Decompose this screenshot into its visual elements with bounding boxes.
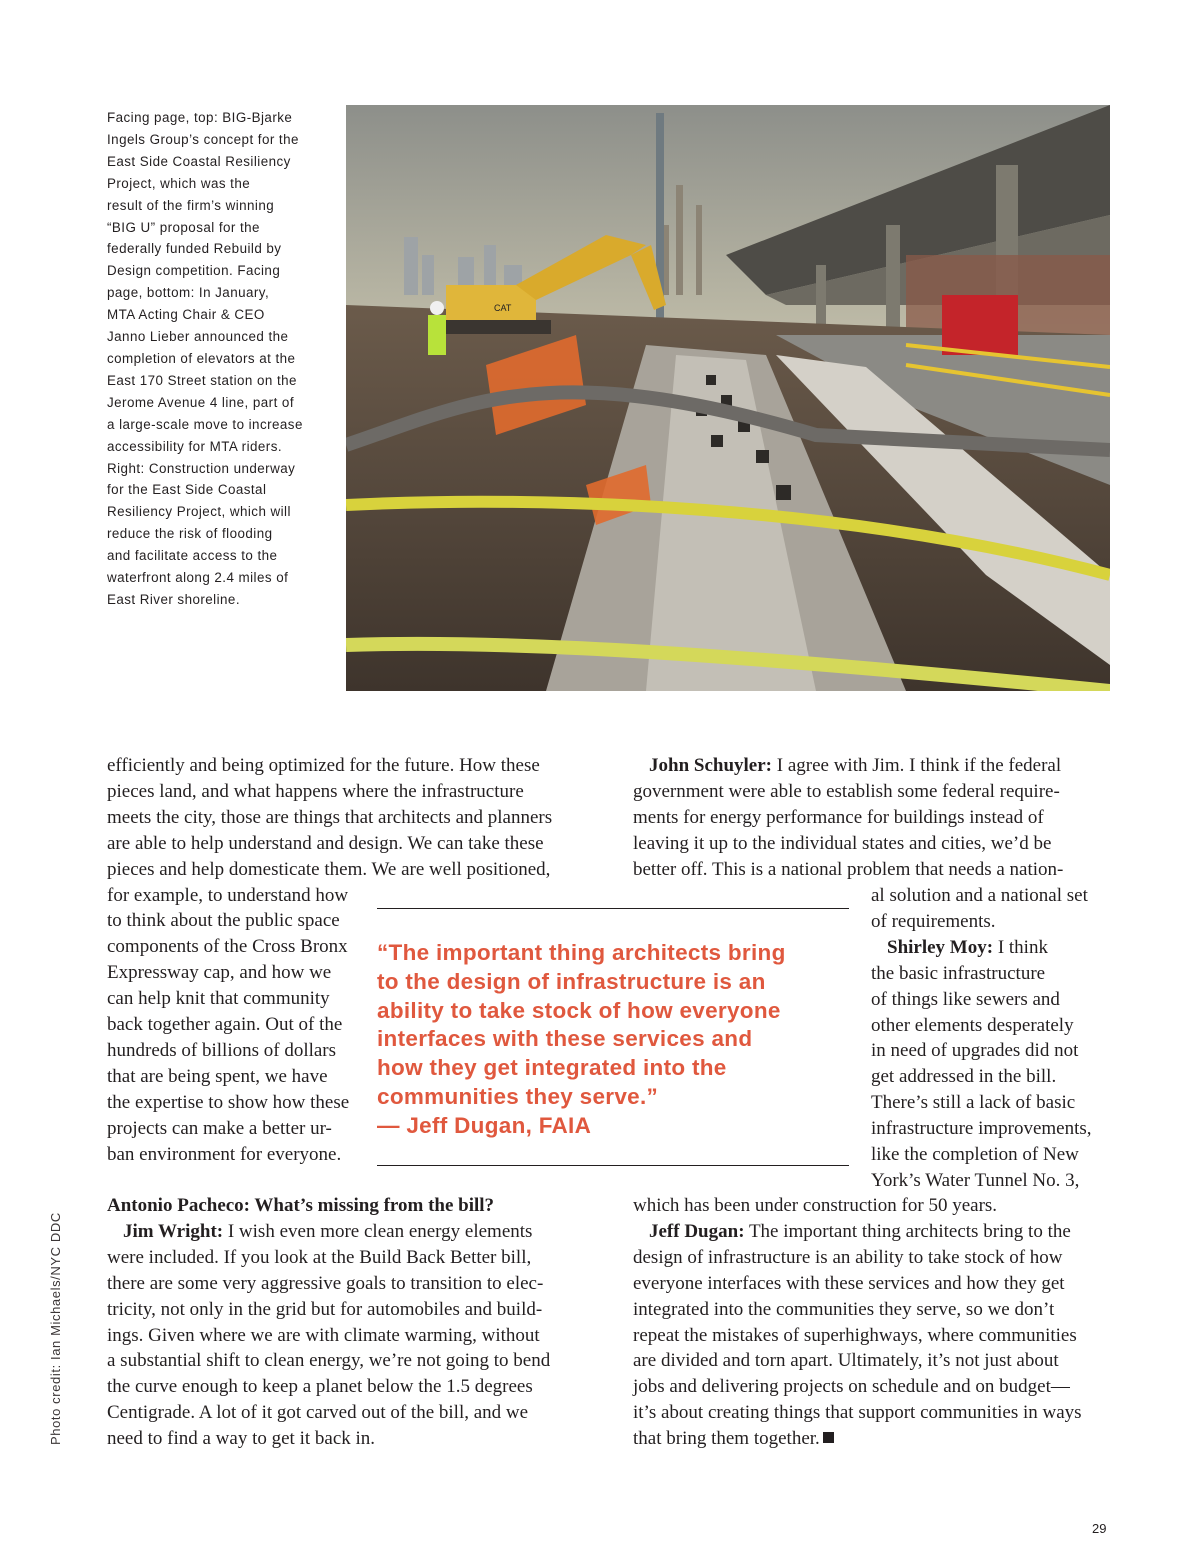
caption-line: Resiliency Project, which will <box>107 504 291 520</box>
body-line: back together again. Out of the <box>107 1014 343 1036</box>
caption-line: Jerome Avenue 4 line, part of <box>107 394 294 410</box>
caption-line: “BIG U” proposal for the <box>107 219 260 235</box>
body-line: everyone interfaces with these services and how they get <box>633 1272 1065 1294</box>
body-line: are divided and torn apart. Ultimately, it’s not just about <box>633 1350 1059 1372</box>
body-line: ments for energy performance for buildings instead of <box>633 806 1044 828</box>
construction-photo <box>346 105 1110 691</box>
caption-line: accessibility for MTA riders. <box>107 438 283 454</box>
caption-line: MTA Acting Chair & CEO <box>107 307 265 323</box>
body-line: the curve enough to keep a planet below the 1.5 degrees <box>107 1376 533 1398</box>
pull-quote <box>377 908 849 1166</box>
body-line: government were able to establish some federal require- <box>633 780 1060 802</box>
body-text: I agree with Jim. I think if the federal <box>772 755 1062 776</box>
caption-line: for the East Side Coastal <box>107 482 267 498</box>
right-column-bottom <box>633 1193 1082 1452</box>
body-line: leaving it up to the individual states and cities, we’d be <box>633 832 1052 854</box>
caption-line: Right: Construction underway <box>107 460 296 476</box>
page-number: 29 <box>1092 1521 1107 1536</box>
pull-quote-line: communities they serve.” <box>377 1083 659 1109</box>
question-line <box>107 1193 550 1219</box>
body-line: components of the Cross Bronx <box>107 936 348 958</box>
answer-first-line <box>633 1219 1082 1245</box>
caption-line: Facing page, top: BIG-Bjarke <box>107 110 293 125</box>
body-line: pieces land, and what happens where the infrastructure <box>107 780 524 802</box>
caption-line: Janno Lieber announced the <box>107 329 289 345</box>
caption-line: Ingels Group’s concept for the <box>107 131 299 147</box>
body-line: that are being spent, we have <box>107 1065 328 1087</box>
body-line: hundreds of billions of dollars <box>107 1039 337 1061</box>
caption-line: East River shoreline. <box>107 591 240 607</box>
photo-credit: Photo credit: Ian Michaels/NYC DDC <box>48 1212 63 1445</box>
body-line: get addressed in the bill. <box>871 1066 1057 1088</box>
caption-line: and facilitate access to the <box>107 548 278 564</box>
end-mark-icon <box>823 1432 834 1443</box>
answer-first-line <box>107 1219 550 1245</box>
body-line: Expressway cap, and how we <box>107 962 332 984</box>
photo-caption <box>107 107 329 611</box>
body-line: efficiently and being optimized for the future. How these <box>107 755 540 776</box>
body-line: better off. This is a national problem that needs a nation- <box>633 858 1064 880</box>
body-line: like the completion of New <box>871 1144 1079 1166</box>
speaker-name: Shirley Moy: <box>887 936 994 958</box>
worker <box>428 315 446 355</box>
body-line: al solution and a national set <box>871 885 1088 906</box>
pull-quote-line: “The important thing architects bring <box>377 940 786 965</box>
body-line: can help knit that community <box>107 988 330 1010</box>
caption-line: completion of elevators at the <box>107 350 296 366</box>
answer-first-line <box>633 753 1063 779</box>
caption-line: federally funded Rebuild by <box>107 241 282 257</box>
pull-quote-text <box>377 939 847 1141</box>
caption-line: reduce the risk of flooding <box>107 526 273 542</box>
pull-quote-line: to the design of infrastructure is an <box>377 968 766 994</box>
pull-quote-line: how they get integrated into the <box>377 1055 727 1081</box>
body-text: I think <box>993 936 1048 958</box>
body-line: meets the city, those are things that architects and planners <box>107 806 553 828</box>
caption-line: page, bottom: In January, <box>107 285 270 301</box>
body-line-end <box>633 1426 1082 1452</box>
body-line: were included. If you look at the Build Back Better bill, <box>107 1246 532 1268</box>
question-speaker: Antonio Pacheco: <box>107 1195 251 1216</box>
body-line: are able to help understand and design. We can take these <box>107 832 544 854</box>
body-line: infrastructure improvements, <box>871 1118 1092 1140</box>
caption-line: East Side Coastal Resiliency <box>107 153 291 169</box>
body-line: projects can make a better ur- <box>107 1117 332 1139</box>
body-line: which has been under construction for 50 years. <box>633 1195 998 1216</box>
body-line: need to find a way to get it back in. <box>107 1428 376 1450</box>
body-line: in need of upgrades did not <box>871 1040 1079 1062</box>
caption-line: result of the firm’s winning <box>107 197 275 213</box>
construction-scene-illustration <box>346 105 1110 691</box>
body-line: York’s Water Tunnel No. 3, <box>871 1169 1080 1191</box>
caption-line: waterfront along 2.4 miles of <box>107 570 289 586</box>
body-line: ings. Given where we are with climate warming, without <box>107 1324 540 1346</box>
pull-quote-line: ability to take stock of how everyone <box>377 997 781 1023</box>
pull-quote-line: interfaces with these services and <box>377 1026 753 1052</box>
body-line: a substantial shift to clean energy, we’re not going to bend <box>107 1350 551 1372</box>
body-line: jobs and delivering projects on schedule and on budget— <box>633 1376 1070 1398</box>
caption-line: a large-scale move to increase <box>107 416 303 432</box>
body-line: the basic infrastructure <box>871 962 1046 984</box>
body-line: of things like sewers and <box>871 988 1060 1010</box>
speaker-name: John Schuyler: <box>649 755 772 776</box>
caption-line: East 170 Street station on the <box>107 372 297 388</box>
body-line: it’s about creating things that support communities in ways <box>633 1402 1082 1424</box>
body-text: I wish even more clean energy elements <box>223 1220 533 1242</box>
body-line: pieces and help domesticate them. We are well positioned, <box>107 858 551 880</box>
compressor <box>942 295 1018 355</box>
body-line: ban environment for everyone. <box>107 1143 342 1165</box>
body-line: for example, to understand how <box>107 884 349 906</box>
body-line: of requirements. <box>871 910 996 932</box>
right-column-top <box>633 753 1063 883</box>
body-line: Centigrade. A lot of it got carved out of the bill, and we <box>107 1402 529 1424</box>
body-line: repeat the mistakes of superhighways, where communities <box>633 1324 1077 1346</box>
speaker-name: Jim Wright: <box>123 1220 224 1242</box>
answer-first-line <box>871 935 1092 961</box>
body-line: design of infrastructure is an ability to take stock of how <box>633 1246 1063 1268</box>
body-line: integrated into the communities they serve, so we don’t <box>633 1298 1055 1320</box>
pull-quote-attribution: — Jeff Dugan, FAIA <box>377 1112 592 1138</box>
body-line: tricity, not only in the grid but for automobiles and build- <box>107 1298 543 1320</box>
left-column-bottom <box>107 1193 550 1452</box>
excavator-label: CAT <box>494 303 512 313</box>
body-line: There’s still a lack of basic <box>871 1092 1076 1114</box>
body-text: that bring them together. <box>633 1428 820 1450</box>
speaker-name: Jeff Dugan: <box>649 1220 745 1242</box>
question-text: What’s missing from the bill? <box>250 1195 495 1216</box>
body-text: The important thing architects bring to the <box>744 1220 1071 1242</box>
body-line: the expertise to show how these <box>107 1091 350 1113</box>
body-line: to think about the public space <box>107 910 340 932</box>
caption-line: Design competition. Facing <box>107 263 281 279</box>
caption-line: Project, which was the <box>107 175 251 191</box>
body-line: other elements desperately <box>871 1014 1074 1036</box>
body-line: there are some very aggressive goals to transition to elec- <box>107 1272 544 1294</box>
right-column-narrow <box>871 883 1092 1194</box>
